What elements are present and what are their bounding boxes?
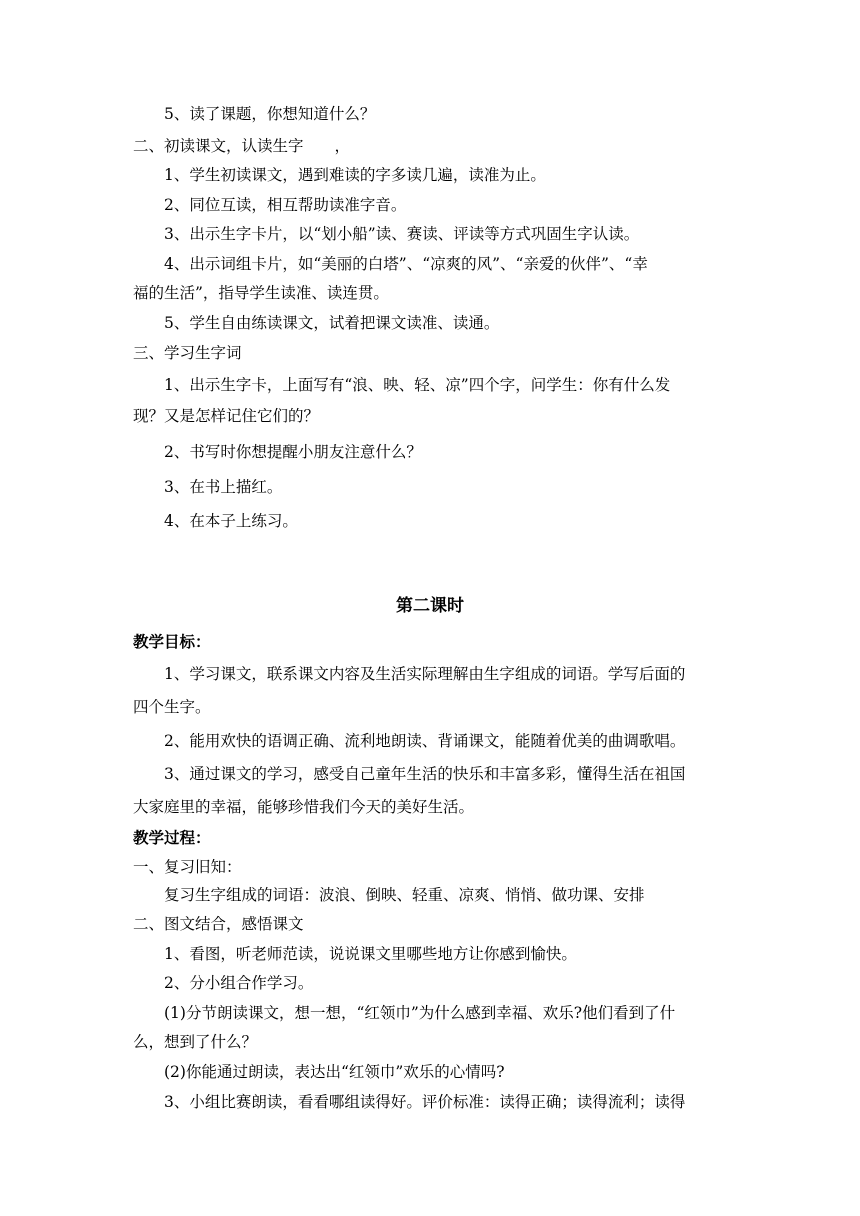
paragraph: 4、在本子上练习。 xyxy=(164,512,298,530)
section-title: 二、图文结合，感悟课文 xyxy=(133,915,304,933)
paragraph: 2、书写时你想提醒小朋友注意什么？ xyxy=(164,443,422,461)
paragraph: (1)分节朗读课文，想一想，“红领巾”为什么感到幸福、欢乐?他们看到了什 xyxy=(164,1004,676,1022)
paragraph: 3、出示生字卡片，以“划小船”读、赛读、评读等方式巩固生字认读。 xyxy=(164,225,640,243)
paragraph: 1、学生初读课文，遇到难读的字多读几遍，读准为止。 xyxy=(164,166,546,184)
paragraph: 复习生字组成的词语：波浪、倒映、轻重、凉爽、悄悄、做功课、安排 xyxy=(164,886,645,904)
paragraph: 5、读了课题，你想知道什么？ xyxy=(164,105,376,123)
paragraph: 3、在书上描红。 xyxy=(164,478,283,496)
section-title: 一、复习旧知： xyxy=(133,858,242,876)
paragraph: 5、学生自由练读课文，试着把课文读准、读通。 xyxy=(164,314,500,332)
paragraph: 2、分小组合作学习。 xyxy=(164,974,314,992)
paragraph: 4、出示词组卡片，如“美丽的白塔”、“凉爽的风”、“亲爱的伙伴”、“幸 xyxy=(164,255,648,273)
goals-title: 教学目标： xyxy=(133,632,211,651)
paragraph: 1、看图，听老师范读，说说课文里哪些地方让你感到愉快。 xyxy=(164,945,577,963)
paragraph-continuation: 大家庭里的幸福，能够珍惜我们今天的美好生活。 xyxy=(133,798,475,816)
paragraph: 3、小组比赛朗读，看看哪组读得好。评价标准：读得正确；读得流利；读得 xyxy=(164,1093,686,1111)
paragraph: 2、能用欢快的语调正确、流利地朗读、背诵课文，能随着优美的曲调歌唱。 xyxy=(164,732,686,750)
paragraph-continuation: 四个生字。 xyxy=(133,698,211,716)
paragraph: 3、通过课文的学习，感受自己童年生活的快乐和丰富多彩，懂得生活在祖国 xyxy=(164,765,686,783)
paragraph: 1、出示生字卡，上面写有“浪、映、轻、凉”四个字，问学生：你有什么发 xyxy=(164,376,671,394)
paragraph-continuation: 现？又是怎样记住它们的？ xyxy=(133,407,320,425)
paragraph: 1、学习课文，联系课文内容及生活实际理解由生字组成的词语。学写后面的 xyxy=(164,665,686,683)
section-title: 二、初读课文，认读生字 ， xyxy=(133,137,351,155)
paragraph: (2)你能通过朗读，表达出“红领巾”欢乐的心情吗? xyxy=(164,1063,505,1081)
lesson-heading: 第二课时 xyxy=(396,596,464,616)
paragraph-continuation: 福的生活”，指导学生读准、读连贯。 xyxy=(133,284,389,302)
process-title: 教学过程： xyxy=(133,828,211,847)
paragraph-continuation: 么，想到了什么？ xyxy=(133,1033,258,1051)
paragraph: 2、同位互读，相互帮助读准字音。 xyxy=(164,196,407,214)
section-title: 三、学习生字词 xyxy=(133,344,242,362)
